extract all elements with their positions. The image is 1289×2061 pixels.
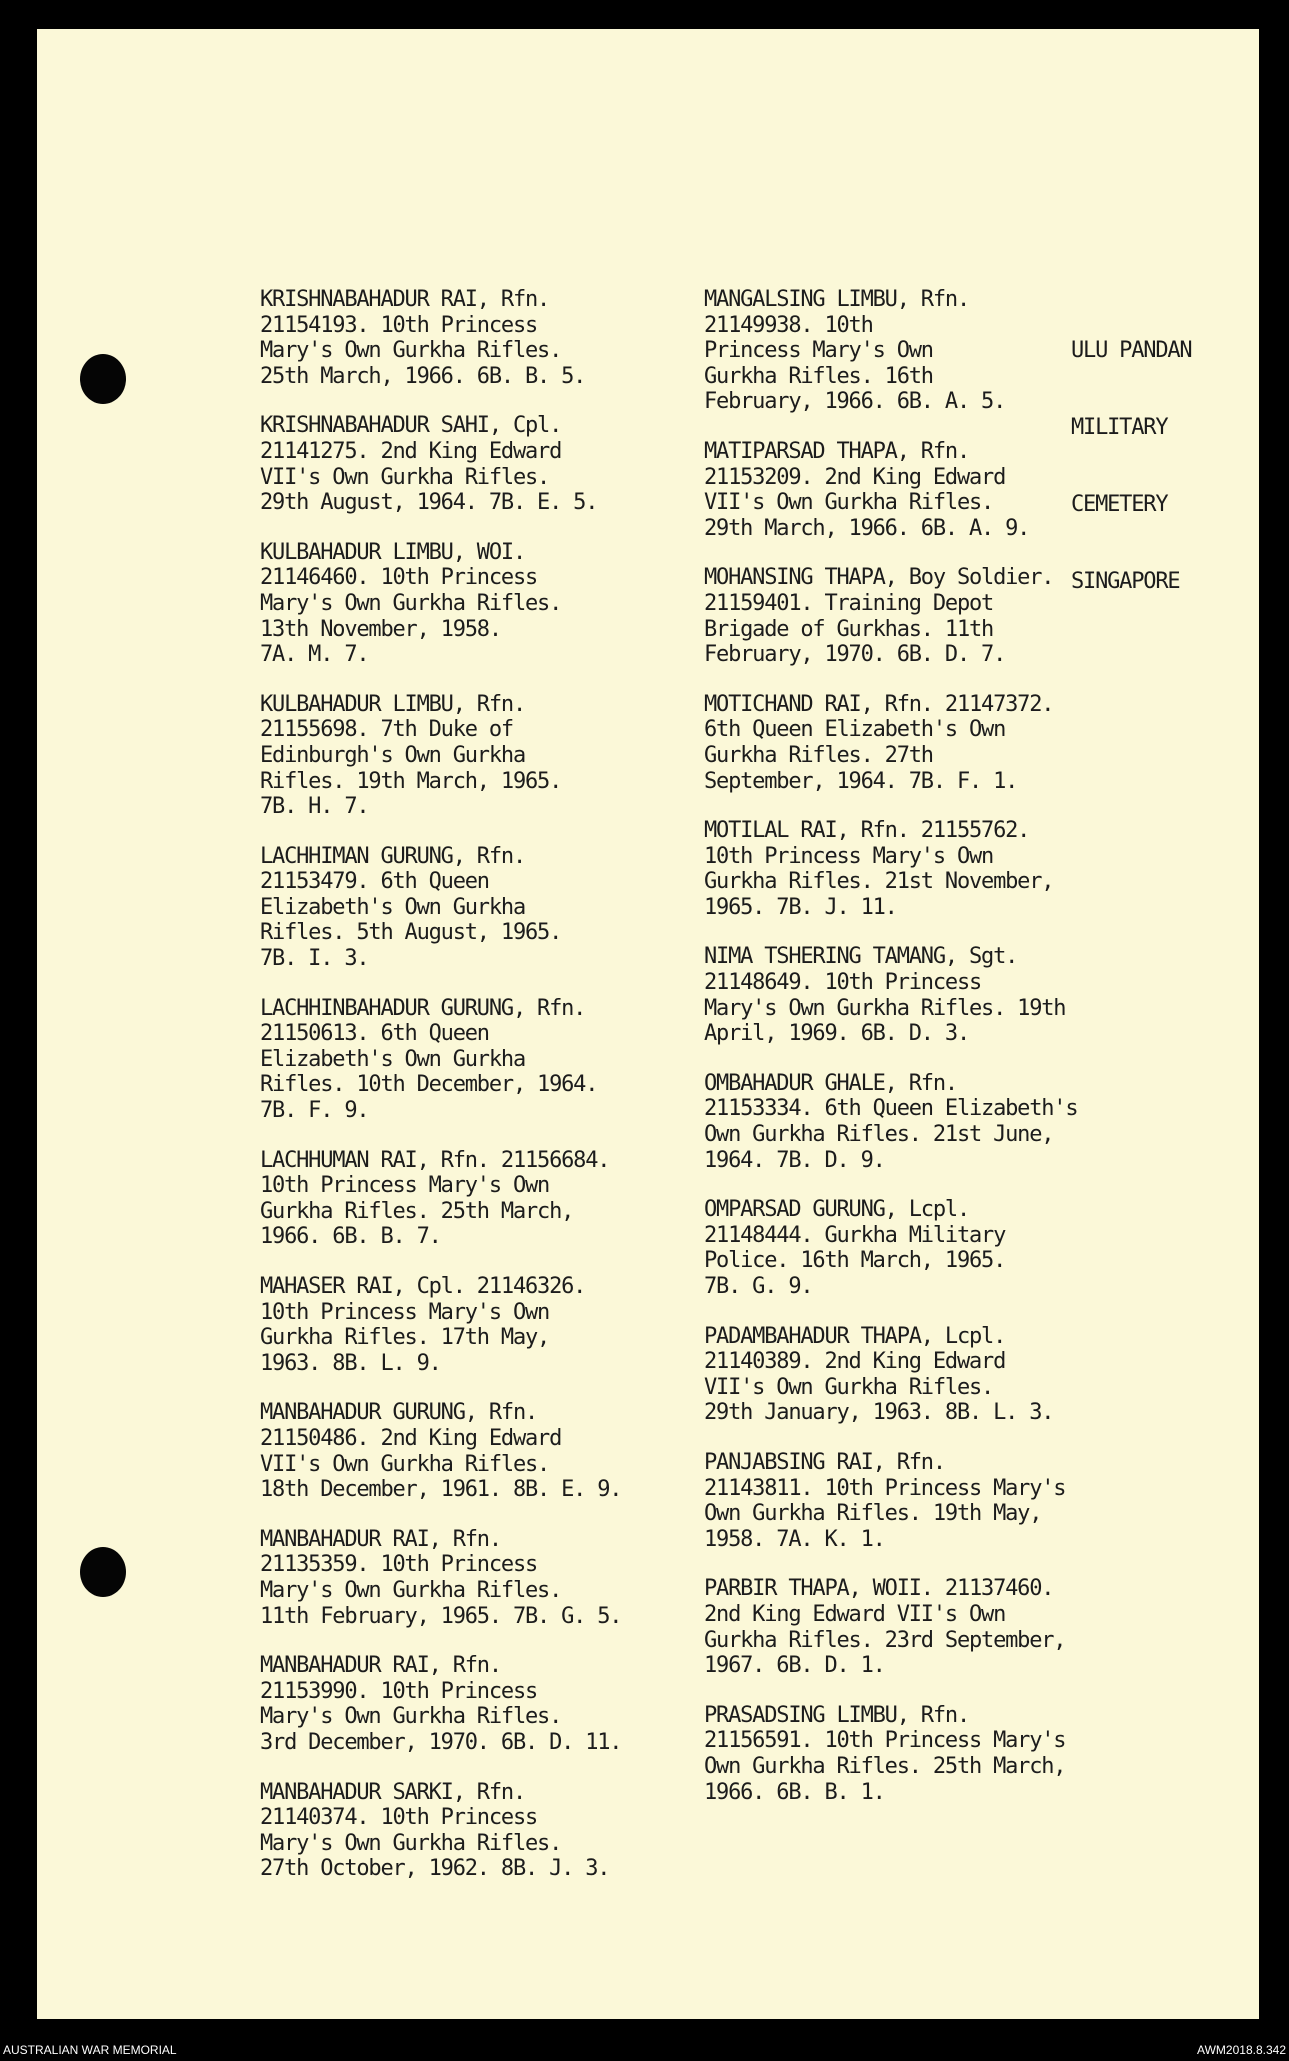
casualty-entry — [260, 413, 621, 515]
footer-item-id: AWM2018.8.342 — [1197, 2043, 1286, 2057]
casualty-detail-line: 21143811. 10th Princess Mary's — [704, 1475, 1066, 1501]
casualty-entry — [260, 287, 621, 389]
casualty-name-line: PRASADSING LIMBU, Rfn. — [704, 1702, 969, 1728]
casualty-name-line: OMPARSAD GURUNG, Lcpl. — [704, 1197, 969, 1223]
casualty-detail-line: 1967. 6B. D. 1. — [704, 1653, 885, 1679]
casualty-detail-line: April, 1969. 6B. D. 3. — [704, 1021, 969, 1047]
casualty-detail-line: 1965. 7B. J. 11. — [704, 894, 897, 920]
casualty-name-line: MANBAHADUR SARKI, Rfn. — [260, 1779, 525, 1805]
casualty-detail-line: 7B. I. 3. — [260, 946, 369, 972]
casualty-name-line: PADAMBAHADUR THAPA, Lcpl. — [704, 1323, 1006, 1349]
casualty-entry — [704, 1324, 1077, 1426]
location-line: ULU PANDAN — [1071, 338, 1192, 364]
casualty-detail-line: Gurkha Rifles. 16th — [704, 363, 933, 389]
casualty-entry — [704, 1197, 1077, 1299]
casualty-detail-line: Own Gurkha Rifles. 19th May, — [704, 1501, 1042, 1527]
left-column — [260, 287, 621, 1906]
casualty-detail-line: 21150613. 6th Queen — [260, 1021, 489, 1047]
footer-archive-label: AUSTRALIAN WAR MEMORIAL — [3, 2043, 177, 2057]
casualty-detail-line: 29th January, 1963. 8B. L. 3. — [704, 1400, 1054, 1426]
casualty-detail-line: Brigade of Gurkhas. 11th — [704, 616, 994, 642]
casualty-detail-line: Edinburgh's Own Gurkha — [260, 742, 525, 768]
casualty-entry — [260, 844, 621, 972]
cemetery-location-heading — [1071, 287, 1191, 645]
casualty-detail-line: 1966. 6B. B. 1. — [704, 1779, 885, 1805]
casualty-detail-line: September, 1964. 7B. F. 1. — [704, 768, 1018, 794]
casualty-detail-line: Gurkha Rifles. 27th — [704, 742, 933, 768]
casualty-detail-line: 21159401. Training Depot — [704, 590, 994, 616]
casualty-detail-line: 18th December, 1961. 8B. E. 9. — [260, 1477, 622, 1503]
casualty-entry — [260, 692, 621, 820]
casualty-detail-line: 21153990. 10th Princess — [260, 1678, 538, 1704]
casualty-detail-line: VII's Own Gurkha Rifles. — [704, 490, 994, 516]
casualty-detail-line: February, 1970. 6B. D. 7. — [704, 642, 1006, 668]
casualty-entry — [704, 439, 1077, 541]
casualty-entry — [260, 1400, 621, 1502]
casualty-detail-line: 21155698. 7th Duke of — [260, 717, 513, 743]
casualty-name-line: PANJABSING RAI, Rfn. — [704, 1449, 945, 1475]
casualty-detail-line: 21149938. 10th — [704, 312, 873, 338]
casualty-name-line: KULBAHADUR LIMBU, WOI. — [260, 539, 525, 565]
casualty-detail-line: Own Gurkha Rifles. 21st June, — [704, 1122, 1054, 1148]
casualty-name-line: MOHANSING THAPA, Boy Soldier. — [704, 565, 1054, 591]
casualty-detail-line: Mary's Own Gurkha Rifles. — [260, 1830, 562, 1856]
casualty-name-line: MANBAHADUR RAI, Rfn. — [260, 1526, 501, 1552]
casualty-name-line: LACHHUMAN RAI, Rfn. 21156684. — [260, 1147, 610, 1173]
casualty-entry — [704, 1071, 1077, 1173]
casualty-detail-line: 21146460. 10th Princess — [260, 565, 538, 591]
casualty-detail-line: 21153209. 2nd King Edward — [704, 464, 1006, 490]
casualty-detail-line: 1966. 6B. B. 7. — [260, 1224, 441, 1250]
casualty-detail-line: 7A. M. 7. — [260, 642, 369, 668]
casualty-detail-line: 21153334. 6th Queen Elizabeth's — [704, 1096, 1078, 1122]
casualty-detail-line: Elizabeth's Own Gurkha — [260, 894, 525, 920]
casualty-detail-line: 21140389. 2nd King Edward — [704, 1349, 1006, 1375]
casualty-detail-line: Mary's Own Gurkha Rifles. — [260, 1704, 562, 1730]
casualty-detail-line: 1963. 8B. L. 9. — [260, 1350, 441, 1376]
casualty-name-line: KRISHNABAHADUR SAHI, Cpl. — [260, 413, 562, 439]
casualty-detail-line: February, 1966. 6B. A. 5. — [704, 389, 1006, 415]
punch-hole-bottom — [80, 1547, 126, 1597]
casualty-entry — [260, 996, 621, 1124]
casualty-name-line: MANGALSING LIMBU, Rfn. — [704, 287, 969, 312]
casualty-entry — [260, 540, 621, 668]
casualty-detail-line: VII's Own Gurkha Rifles. — [704, 1374, 994, 1400]
casualty-detail-line: 6th Queen Elizabeth's Own — [704, 717, 1006, 743]
casualty-detail-line: VII's Own Gurkha Rifles. — [260, 1451, 550, 1477]
casualty-detail-line: 21148649. 10th Princess — [704, 970, 982, 996]
casualty-name-line: MANBAHADUR GURUNG, Rfn. — [260, 1400, 538, 1426]
casualty-entry — [260, 1780, 621, 1882]
casualty-entry — [704, 692, 1077, 794]
casualty-name-line: OMBAHADUR GHALE, Rfn. — [704, 1070, 957, 1096]
casualty-name-line: KULBAHADUR LIMBU, Rfn. — [260, 691, 525, 717]
punch-hole-top — [80, 354, 126, 404]
casualty-entry — [260, 1527, 621, 1629]
casualty-detail-line: 21150486. 2nd King Edward — [260, 1425, 562, 1451]
casualty-name-line: KRISHNABAHADUR RAI, Rfn. — [260, 287, 550, 312]
casualty-detail-line: 10th Princess Mary's Own — [260, 1173, 550, 1199]
casualty-detail-line: VII's Own Gurkha Rifles. — [260, 464, 550, 490]
casualty-detail-line: Gurkha Rifles. 17th May, — [260, 1325, 550, 1351]
casualty-detail-line: 7B. F. 9. — [260, 1098, 369, 1124]
casualty-entry — [704, 287, 1077, 415]
casualty-name-line: LACHHINBAHADUR GURUNG, Rfn. — [260, 995, 586, 1021]
casualty-detail-line: 7B. G. 9. — [704, 1274, 813, 1299]
casualty-detail-line: Mary's Own Gurkha Rifles. — [260, 590, 562, 616]
casualty-detail-line: 21141275. 2nd King Edward — [260, 438, 562, 464]
casualty-detail-line: 21135359. 10th Princess — [260, 1552, 538, 1578]
casualty-detail-line: Mary's Own Gurkha Rifles. — [260, 1577, 562, 1603]
casualty-name-line: LACHHIMAN GURUNG, Rfn. — [260, 843, 525, 869]
casualty-detail-line: 25th March, 1966. 6B. B. 5. — [260, 363, 586, 389]
casualty-detail-line: 10th Princess Mary's Own — [704, 843, 994, 869]
casualty-detail-line: 13th November, 1958. — [260, 616, 501, 642]
casualty-name-line: MOTICHAND RAI, Rfn. 21147372. — [704, 691, 1054, 717]
casualty-entry — [704, 1576, 1077, 1678]
location-line: CEMETERY — [1071, 491, 1168, 517]
casualty-detail-line: 2nd King Edward VII's Own — [704, 1601, 1006, 1627]
casualty-name-line: MATIPARSAD THAPA, Rfn. — [704, 438, 969, 464]
casualty-detail-line: Mary's Own Gurkha Rifles. 19th — [704, 995, 1066, 1021]
casualty-detail-line: 3rd December, 1970. 6B. D. 11. — [260, 1729, 622, 1755]
casualty-detail-line: 21140374. 10th Princess — [260, 1805, 538, 1831]
casualty-entry — [260, 1274, 621, 1376]
casualty-detail-line: Elizabeth's Own Gurkha — [260, 1046, 525, 1072]
casualty-detail-line: 11th February, 1965. 7B. G. 5. — [260, 1603, 622, 1629]
casualty-detail-line: 27th October, 1962. 8B. J. 3. — [260, 1856, 610, 1882]
casualty-detail-line: Gurkha Rifles. 21st November, — [704, 869, 1054, 895]
casualty-detail-line: 21154193. 10th Princess — [260, 312, 538, 338]
casualty-name-line: MOTILAL RAI, Rfn. 21155762. — [704, 818, 1030, 844]
casualty-detail-line: 7B. H. 7. — [260, 794, 369, 820]
casualty-entry — [260, 1653, 621, 1755]
casualty-entry — [704, 944, 1077, 1046]
casualty-detail-line: Princess Mary's Own — [704, 338, 933, 364]
casualty-detail-line: Own Gurkha Rifles. 25th March, — [704, 1753, 1066, 1779]
location-line: SINGAPORE — [1071, 568, 1180, 594]
casualty-name-line: NIMA TSHERING TAMANG, Sgt. — [704, 944, 1018, 970]
casualty-detail-line: 29th March, 1966. 6B. A. 9. — [704, 515, 1030, 541]
casualty-detail-line: 21148444. Gurkha Military — [704, 1222, 1006, 1248]
casualty-detail-line: 21153479. 6th Queen — [260, 869, 489, 895]
document-page — [37, 29, 1259, 2019]
casualty-entry — [704, 818, 1077, 920]
casualty-detail-line: Mary's Own Gurkha Rifles. — [260, 338, 562, 364]
casualty-detail-line: Rifles. 19th March, 1965. — [260, 768, 562, 794]
casualty-detail-line: Gurkha Rifles. 23rd September, — [704, 1627, 1066, 1653]
casualty-detail-line: Police. 16th March, 1965. — [704, 1248, 1006, 1274]
casualty-detail-line: 1958. 7A. K. 1. — [704, 1526, 885, 1552]
casualty-detail-line: 29th August, 1964. 7B. E. 5. — [260, 490, 598, 516]
casualty-entry — [704, 565, 1077, 667]
casualty-name-line: MAHASER RAI, Cpl. 21146326. — [260, 1274, 586, 1299]
casualty-name-line: PARBIR THAPA, WOII. 21137460. — [704, 1576, 1054, 1602]
casualty-entry — [704, 1450, 1077, 1552]
location-line: MILITARY — [1071, 414, 1168, 440]
casualty-detail-line: Rifles. 5th August, 1965. — [260, 920, 562, 946]
right-column — [704, 287, 1077, 1829]
casualty-name-line: MANBAHADUR RAI, Rfn. — [260, 1653, 501, 1679]
casualty-entry — [704, 1703, 1077, 1805]
casualty-detail-line: 21156591. 10th Princess Mary's — [704, 1728, 1066, 1754]
casualty-detail-line: 1964. 7B. D. 9. — [704, 1147, 885, 1173]
casualty-detail-line: Rifles. 10th December, 1964. — [260, 1072, 598, 1098]
casualty-entry — [260, 1148, 621, 1250]
casualty-detail-line: 10th Princess Mary's Own — [260, 1299, 550, 1325]
casualty-detail-line: Gurkha Rifles. 25th March, — [260, 1198, 574, 1224]
